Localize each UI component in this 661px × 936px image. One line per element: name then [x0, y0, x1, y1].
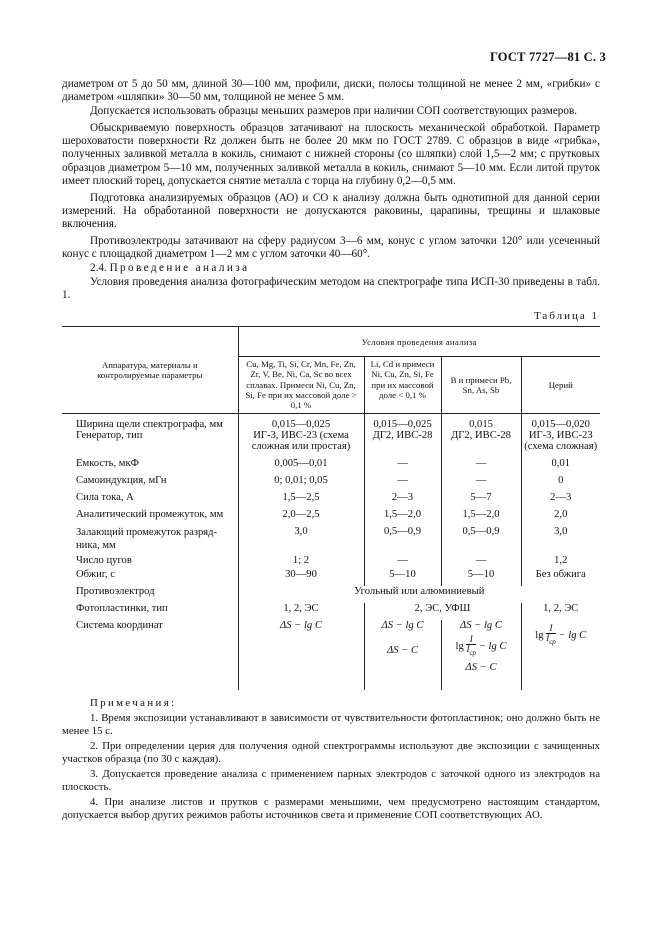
- row-label: Обжиг, с: [76, 569, 115, 581]
- table-cell: 2—3: [521, 492, 600, 509]
- paragraph: Допускается использовать образцы меньших размеров при наличии СОП соответствующих размеров.: [90, 105, 578, 118]
- formula-ratio: [522, 624, 601, 647]
- table-cell: ИГ-3, ИВС-23 (схема сложная): [521, 430, 600, 458]
- table-cell: 0: [521, 475, 600, 492]
- row-label: Аналитический промежуток, мм: [76, 509, 224, 521]
- paragraph: Противоэлектроды затачивают на сферу радиусом 3—6 мм, конус с углом заточки 120° или усеченный конус с площадкой диаметром 1—2 мм с углом заточки 40—60°.: [62, 235, 600, 261]
- table-cell: 1, 2, ЭС: [238, 603, 364, 620]
- table-cell: 1,5—2,5: [238, 492, 364, 509]
- table-cell: 2—3: [364, 492, 441, 509]
- lg-text: lg: [455, 641, 464, 653]
- row-label: Емкость, мкФ: [76, 458, 140, 470]
- table-cell: Угольный или алюминиевый: [238, 586, 600, 603]
- table-cell: —: [441, 552, 521, 569]
- row-label: Система координат: [76, 620, 163, 632]
- table-cell: —: [441, 458, 521, 475]
- table-cell: 2, ЭС, УФШ: [364, 603, 521, 620]
- table-cell: 5—10: [364, 569, 441, 586]
- formula-tail: − lg C: [478, 641, 507, 653]
- col-header: Cu, Mg, Ti, Si, Cr, Mn, Fe, Zn, Zr, V, Be, Ni, Ca, Sc во всех сплавах. Примеси Ni, Cu, Zn, Si, Fe при их массовой доле > 0,1 %: [238, 357, 364, 414]
- den-sub: ср: [469, 649, 477, 657]
- formula: ΔS − lg C: [381, 620, 424, 632]
- fraction: [466, 635, 476, 658]
- formula: ΔS − C: [386, 645, 419, 657]
- row-label: Генератор, тип: [76, 430, 143, 442]
- table-cell: 1,2: [521, 552, 600, 569]
- table-cell: —: [364, 458, 441, 475]
- notes: [62, 697, 600, 824]
- coord-cell: [521, 620, 600, 690]
- note-item: 4. При анализе листов и прутков с размерами меньшими, чем предусмотрено настоящим стандартом, допускается выбор других режимов работы источников света и применение СОП соответствующих АО.: [62, 796, 600, 821]
- section-number: 2.4.: [90, 262, 107, 275]
- table-cell: 1,5—2,0: [441, 509, 521, 526]
- table-cell: ДГ2, ИВС-28: [441, 430, 521, 458]
- table-cell: ИГ-3, ИВС-23 (схема сложная или простая): [238, 430, 364, 458]
- table-cell: 3,0: [521, 526, 600, 552]
- table-cell: ΔS − lg C: [238, 620, 364, 690]
- table-cell: 0,005—0,01: [238, 458, 364, 475]
- col0-header: Аппаратура, материалы и контролируемые параметры: [62, 327, 238, 414]
- coord-cell: [441, 620, 521, 690]
- row-label: Самоиндукция, мГн: [76, 475, 167, 487]
- table-cell: ДГ2, ИВС-28: [364, 430, 441, 458]
- note-item: 3. Допускается проведение анализа с применением парных электродов с заточкой одного из электродов на плоскость.: [62, 768, 600, 793]
- table-cell: 1; 2: [238, 552, 364, 569]
- row-label: Фотопластинки, тип: [76, 603, 168, 615]
- section-title: Проведение анализа: [109, 262, 250, 275]
- group-header: Условия проведения анализа: [238, 327, 600, 357]
- table-cell: —: [364, 552, 441, 569]
- formula: ΔS − lg C: [460, 620, 502, 632]
- table-cell: 5—7: [441, 492, 521, 509]
- coord-cell: [364, 620, 441, 690]
- note-item: 1. Время экспозиции устанавливают в зависимости от чувствительности фотопластинок; оно должно быть не менее 15 с.: [62, 712, 600, 737]
- row-label: Число цугов: [76, 555, 132, 567]
- row-label: Ширина щели спектрографа, мм: [76, 419, 223, 431]
- table-cell: 0,015—0,025: [238, 414, 364, 431]
- page-header: ГОСТ 7727—81 С. 3: [489, 50, 606, 64]
- conditions-table: [62, 326, 600, 690]
- table-cell: Без обжига: [521, 569, 600, 586]
- fraction: [546, 624, 556, 647]
- table-cell: 1,5—2,0: [364, 509, 441, 526]
- den-symbol: I: [466, 644, 470, 655]
- row-label: Противоэлектрод: [76, 586, 155, 598]
- table-cell: 0,015: [441, 414, 521, 431]
- formula-tail: − lg C: [558, 630, 587, 642]
- row-label: Сила тока, А: [76, 492, 134, 504]
- den-sub: ср: [549, 638, 556, 646]
- table-cell: 2,0—2,5: [238, 509, 364, 526]
- table-cell: 1, 2, ЭС: [521, 603, 600, 620]
- col-header: Li, Cd и примеси Ni, Cu, Zn, Si, Fe при их массовой доле < 0,1 %: [364, 357, 441, 414]
- body-text: [62, 78, 600, 304]
- section-heading: [62, 262, 600, 275]
- notes-title: Примечания:: [90, 697, 177, 709]
- paragraph: Обыскриваемую поверхность образцов затачивают на плоскость механической обработкой. Параметр шероховатости поверхности Rz должен быть не более 20 мкм по ГОСТ 2789. С образцов в виде «грибка», полученных заливкой металла в кокиль, снимают с нижней стороны (со шляпки) слой 1,5—2 мм; с прутковых образцов диаметром 5—10 мм, полученных заливкой металла в кокиль, снимают 5—10 мм. Если литой пруток имеет плоский торец, допускается снятие металла с торца на глубину 0,2—0,5 мм.: [62, 122, 600, 187]
- denominator: [466, 645, 476, 658]
- table-cell: —: [364, 475, 441, 492]
- formula: ΔS − C: [465, 662, 497, 673]
- formula-ratio: [442, 635, 521, 658]
- col-header: В и примеси Pb, Sn, As, Sb: [441, 357, 521, 414]
- table-cell: —: [441, 475, 521, 492]
- section-paragraph: Условия проведения анализа фотографическим методом на спектрографе типа ИСП-30 приведены в табл. 1.: [62, 276, 600, 302]
- table-cell: 0; 0,01; 0,05: [238, 475, 364, 492]
- table-cell: 0,015—0,020: [521, 414, 600, 431]
- table-cell: 0,5—0,9: [441, 526, 521, 552]
- numerator: I: [546, 624, 556, 634]
- table-cell: 0,5—0,9: [364, 526, 441, 552]
- table-caption: Таблица 1: [533, 310, 599, 322]
- table-cell: 0,015—0,025: [364, 414, 441, 431]
- den-symbol: I: [546, 633, 550, 644]
- paragraph: диаметром от 5 до 50 мм, длиной 30—100 мм, профили, диски, полосы толщиной не менее 2 мм, «грибки» с диаметром «шляпки» 30—50 мм, толщиной не менее 5 мм.: [62, 78, 600, 104]
- table-cell: 2,0: [521, 509, 600, 526]
- table-cell: 30—90: [238, 569, 364, 586]
- table-cell: 0,01: [521, 458, 600, 475]
- row-label: Залающий промежуток разряд-ника, мм: [76, 527, 218, 552]
- table-cell: 5—10: [441, 569, 521, 586]
- note-item: 2. При определении церия для получения одной спектрограммы используют две экспозиции с зачищенных участков образца (по 30 с каждая).: [62, 740, 600, 765]
- table-cell: 3,0: [238, 526, 364, 552]
- numerator: I: [466, 635, 476, 645]
- paragraph: Подготовка анализируемых образцов (АО) и СО к анализу должна быть однотипной для данной серии измерений. На обработанной поверхности не допускаются раковины, царапины, трещины и шлаковые включения.: [62, 191, 600, 230]
- lg-text: lg: [535, 630, 544, 642]
- col-header: Церий: [521, 357, 600, 414]
- denominator: [546, 634, 556, 647]
